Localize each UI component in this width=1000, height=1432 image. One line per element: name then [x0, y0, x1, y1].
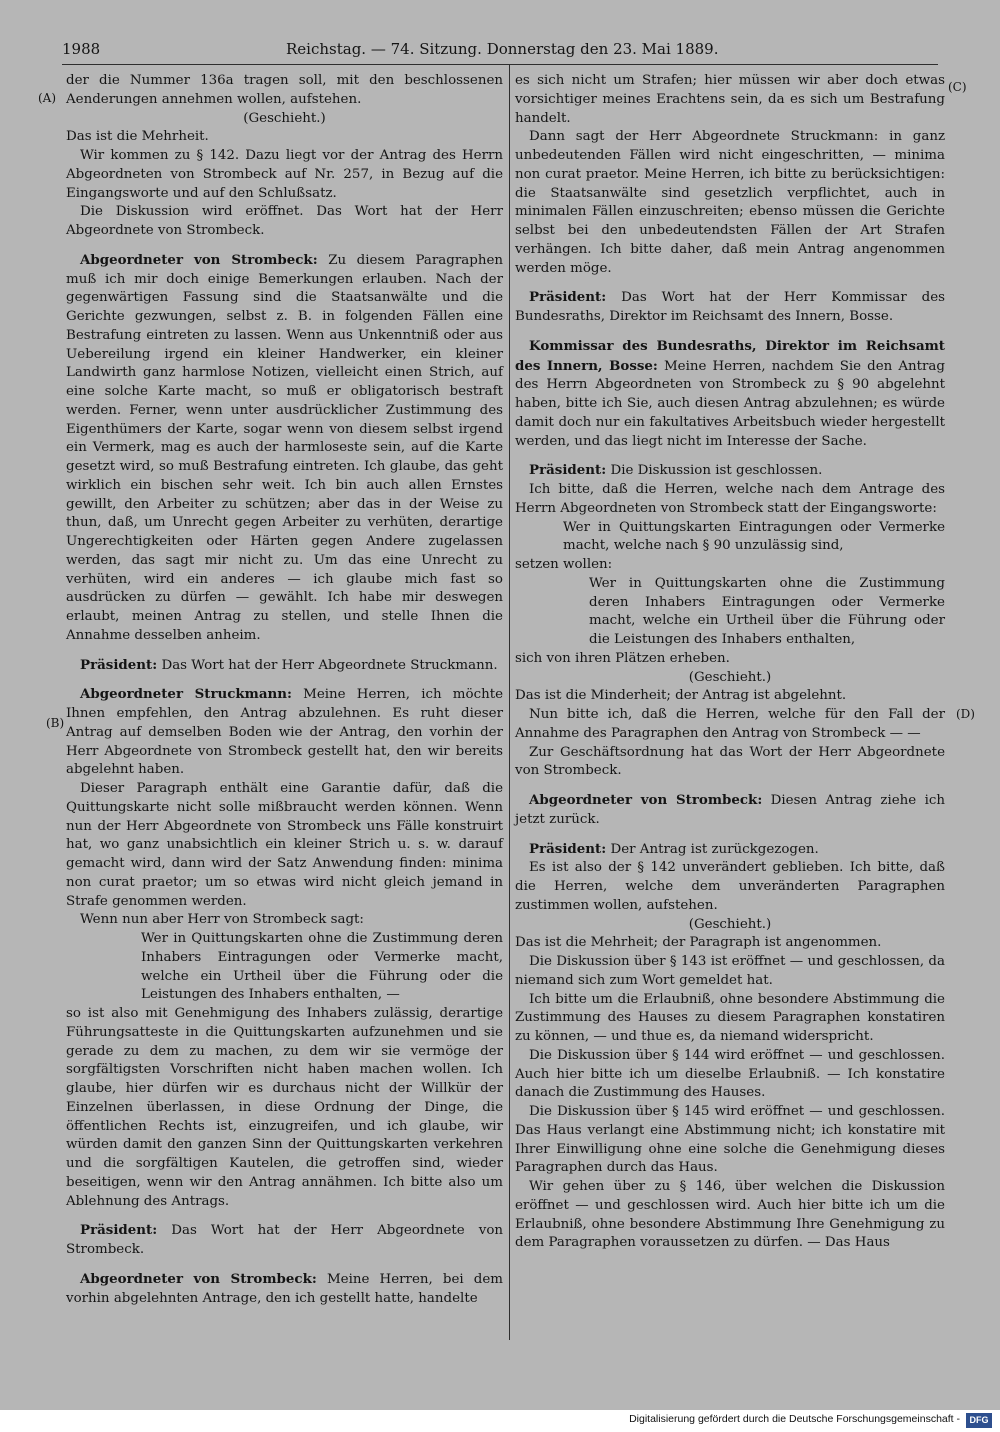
paragraph: Das ist die Mehrheit. — [66, 129, 209, 145]
paragraph: Dieser Paragraph enthält eine Garantie dafür, daß die Quittungskarte nicht solle mißbraucht werden können. Wenn nun der Herr Abgeordnete von Strombeck uns Fälle konstruirt hat, wo ganz unabsichtlich ein kleiner Strich u. s. w. darauf gemacht wird, dann wird der Satz Anwendung finden: minima non curat praetor; um so etwas wird nicht gleich jemand in Strafe genommen werden. — [66, 781, 503, 909]
footer-bar — [0, 1410, 1000, 1432]
speaker-name: Präsident: — [80, 1222, 158, 1239]
speech-text: Der Antrag ist zurückgezogen. — [610, 841, 819, 857]
paragraph: Wir gehen über zu § 146, über welchen die Diskussion eröffnet — und geschlossen wird. Auch hier bitte ich um die Erlaubniß, ohne besondere Abstimmung Ihre Genehmigung zu dem Paragraphen voraussetzen zu dürfen. — Das Haus — [515, 1179, 945, 1251]
speech — [66, 656, 503, 676]
speech-text: Meine Herren, bei dem vorhin abgelehnten Antrage, den ich gestellt hatte, handelte — [66, 1271, 503, 1306]
paragraph: der die Nummer 136a tragen soll, mit den beschlossenen Aenderungen annehmen wollen, aufstehen. — [66, 73, 503, 107]
paragraph: sich von ihren Plätzen erheben. — [515, 650, 730, 666]
paragraph: Es ist also der § 142 unverändert geblieben. Ich bitte, daß die Herren, welche dem unveränderten Paragraphen zustimmen wollen, aufstehen. — [515, 860, 945, 913]
margin-mark-a: (A) — [38, 91, 57, 105]
paragraph: Zur Geschäftsordnung hat das Wort der Herr Abgeordnete von Strombeck. — [515, 744, 945, 779]
page-header — [62, 40, 942, 64]
speaker-name: Kommissar des Bundesraths, Direktor im Reichsamt des Innern, Bosse: — [515, 337, 945, 374]
paragraph: Ich bitte um die Erlaubniß, ohne besondere Abstimmung die Zustimmung des Hauses zu diesem Paragraphen konstatiren zu können, — und thue es, da niemand widerspricht. — [515, 991, 945, 1044]
paragraph: Die Diskussion über § 144 wird eröffnet — und geschlossen. Auch hier bitte ich um dieselbe Erlaubniß. — Ich konstatire danach die Zustimmung des Hauses. — [515, 1047, 945, 1101]
speech-text: Die Diskussion ist geschlossen. — [610, 463, 823, 479]
stage-direction: (Geschieht.) — [243, 110, 326, 126]
column-divider — [509, 64, 510, 1340]
paragraph: Die Diskussion über § 145 wird eröffnet — und geschlossen. Das Haus verlangt eine Abstimmung nicht; ich konstatire mit Ihrer Einwilligung ohne eine solche die Genehmigung dieses Paragraphen durch das Haus. — [515, 1104, 945, 1176]
speech-text: Meine Herren, nachdem Sie den Antrag des Herrn Abgeordneten von Strombeck zu § 90 abgelehnt haben, bitte ich Sie, auch diesen Antrag abzulehnen; es würde damit doch nur ein fakultatives Arbeitsbuch wieder hergestellt werden, und das liegt nicht im Interesse der Sache. — [515, 358, 945, 449]
speech-text: Diesen Antrag ziehe ich jetzt zurück. — [515, 793, 945, 827]
speaker-name: Abgeordneter von Strombeck: — [529, 792, 763, 808]
speech-text: Zu diesem Paragraphen muß ich mir doch einige Bemerkungen erlauben. Nach der gegenwärtigen Fassung sind die Staatsanwälte und die Gerichte gezwungen, selbst z. B. in folgenden Fällen eine Bestrafung eintreten zu lassen. Wenn aus Unkenntniß oder aus Uebereilung irgend ein kleiner Handwerker, ein kleiner Landwirth ganz harmlose Notizen, vielleicht einen Strich, auf eine solche Karte macht, so muß er obligatorisch bestraft werden. Ferner, wenn unter ausdrücklicher Zustimmung des Eigenthümers der Karte, sogar wenn von diesem selbst irgend ein Vermerk, mag es auch der harmloseste sein, auf die Karte gesetzt wird, so muß Bestrafung eintreten. Ich glaube, das geht wirklich ein bischen sehr weit. Ich bin auch allen Ernstes gewillt, den Arbeiter zu schützen; aber das in der Weise zu thun, daß, um Unrecht gegen Arbeiter zu verhüten, derartige Ungerechtigkeiten oder Härten gegen Andere zugelassen werden, das sagt mir nicht zu. Um das eine Unrecht zu verhüten, wird ein anderes — ich glaube mich fast so ausdrücken zu dürfen — gewählt. Ich habe mir deswegen erlaubt, meinen Antrag zu stellen, und stelle Ihnen die Annahme desselben anheim. — [66, 252, 503, 643]
speaker-name: Abgeordneter Struckmann: — [80, 686, 292, 703]
quotation: Wer in Quittungskarten Eintragungen oder Vermerke macht, welche nach § 90 unzulässig sind, — [563, 519, 945, 554]
margin-mark-b: (B) — [46, 716, 65, 730]
paragraph: Nun bitte ich, daß die Herren, welche für den Fall der Annahme des Paragraphen den Antrag von Strombeck — — — [515, 707, 945, 741]
funding-notice: Digitalisierung gefördert durch die Deutsche Forschungsgemeinschaft - — [629, 1413, 960, 1425]
page-number: 1988 — [62, 40, 101, 58]
paragraph: Die Diskussion über § 143 ist eröffnet — und geschlossen, da niemand sich zum Wort gemeldet hat. — [515, 954, 945, 988]
speech — [66, 1221, 503, 1260]
stage-direction: (Geschieht.) — [688, 669, 772, 685]
speech — [515, 337, 945, 452]
margin-mark-d: (D) — [956, 707, 975, 721]
left-column — [66, 72, 503, 1308]
speech — [515, 288, 945, 327]
speech — [515, 791, 945, 830]
paragraph: Das ist die Mehrheit; der Paragraph ist angenommen. — [515, 935, 882, 951]
speech-text: Das Wort hat der Herr Abgeordnete Struckmann. — [161, 657, 498, 673]
dfg-logo: DFG — [966, 1413, 992, 1428]
paragraph: Das ist die Minderheit; der Antrag ist abgelehnt. — [515, 688, 847, 704]
speech — [66, 685, 503, 780]
speech-text: Das Wort hat der Herr Kommissar des Bundesraths, Direktor im Reichsamt des Innern, Bosse. — [515, 290, 945, 324]
speaker-name: Präsident: — [529, 289, 607, 306]
header-rule — [62, 64, 938, 65]
right-column — [515, 72, 945, 1253]
quotation: Wer in Quittungskarten ohne die Zustimmung deren Inhabers Eintragungen oder Vermerke macht, welche ein Urtheil über die Führung oder die Leistungen des Inhabers enthalten, — — [141, 931, 503, 1003]
stage-direction: (Geschieht.) — [688, 916, 772, 932]
speech-text: Meine Herren, ich möchte Ihnen empfehlen, den Antrag abzulehnen. Es ruht dieser Antrag auf demselben Boden wie der Antrag, den vorhin der Herr Abgeordnete von Strombeck gestellt hat, den wir bereits abgelehnt haben. — [66, 687, 503, 778]
speech — [515, 461, 945, 481]
speaker-name: Abgeordneter von Strombeck: — [80, 251, 318, 268]
speech — [66, 251, 503, 646]
paragraph: setzen wollen: — [515, 557, 613, 572]
speaker-name: Abgeordneter von Strombeck: — [80, 1270, 317, 1287]
paragraph: Wenn nun aber Herr von Strombeck sagt: — [80, 912, 364, 928]
paragraph: so ist also mit Genehmigung des Inhabers zulässig, derartige Führungsatteste in die Quittungskarten aufzunehmen und sie gerade zu dem zu machen, zu dem wir sie vermöge der sorgfältigsten Vorschriften nicht haben machen wollen. Ich glaube, hier dürfen wir es durchaus nicht der Willkür der Einzelnen überlassen, in diese Ordnung der Dinge, die öffentlichen Rechts ist, einzugreifen, und ich glaube, wir würden damit den ganzen Sinn der Quittungskarten verkehren und die sorgfältigen Kautelen, die getroffen sind, wieder beseitigen, wenn wir den Antrag annähmen. Ich bitte also um Ablehnung des Antrags. — [66, 1006, 503, 1209]
running-title: Reichstag. — 74. Sitzung. Donnerstag den 23. Mai 1889. — [286, 40, 719, 58]
quotation: Wer in Quittungskarten ohne die Zustimmung deren Inhabers Eintragungen oder Vermerke macht, welche ein Urtheil über die Führung oder die Leistungen des Inhabers enthalten, — [589, 575, 945, 647]
speech — [515, 840, 945, 860]
paragraph: Die Diskussion wird eröffnet. Das Wort hat der Herr Abgeordnete von Strombeck. — [66, 204, 503, 238]
speaker-name: Präsident: — [80, 656, 158, 673]
margin-mark-c: (C) — [948, 80, 967, 94]
speech — [66, 1270, 503, 1309]
paragraph: es sich nicht um Strafen; hier müssen wir aber doch etwas vorsichtiger meines Erachtens sein, da es sich um Bestrafung handelt. — [515, 73, 945, 126]
speaker-name: Präsident: — [529, 840, 607, 857]
paragraph: Dann sagt der Herr Abgeordnete Struckmann: in ganz unbedeutenden Fällen wird nicht eingeschritten, — minima non curat praetor. Meine Herren, ich bitte zu berücksichtigen: die Staatsanwälte sind gesetzlich verpflichtet, auch in minimalen Fällen einzuschreiten; ebenso müssen die Gerichte selbst bei den unbedeutendsten Fällen der Art Strafen verhängen. Ich bitte daher, daß mein Antrag angenommen werden möge. — [515, 129, 945, 276]
speech-text: Das Wort hat der Herr Abgeordnete von Strombeck. — [66, 1223, 504, 1257]
paragraph: Ich bitte, daß die Herren, welche nach dem Antrage des Herrn Abgeordneten von Strombeck statt der Eingangsworte: — [515, 482, 945, 516]
paragraph: Wir kommen zu § 142. Dazu liegt vor der Antrag des Herrn Abgeordneten von Strombeck auf Nr. 257, in Bezug auf die Eingangsworte und auf den Schlußsatz. — [66, 148, 503, 201]
speaker-name: Präsident: — [529, 462, 607, 479]
